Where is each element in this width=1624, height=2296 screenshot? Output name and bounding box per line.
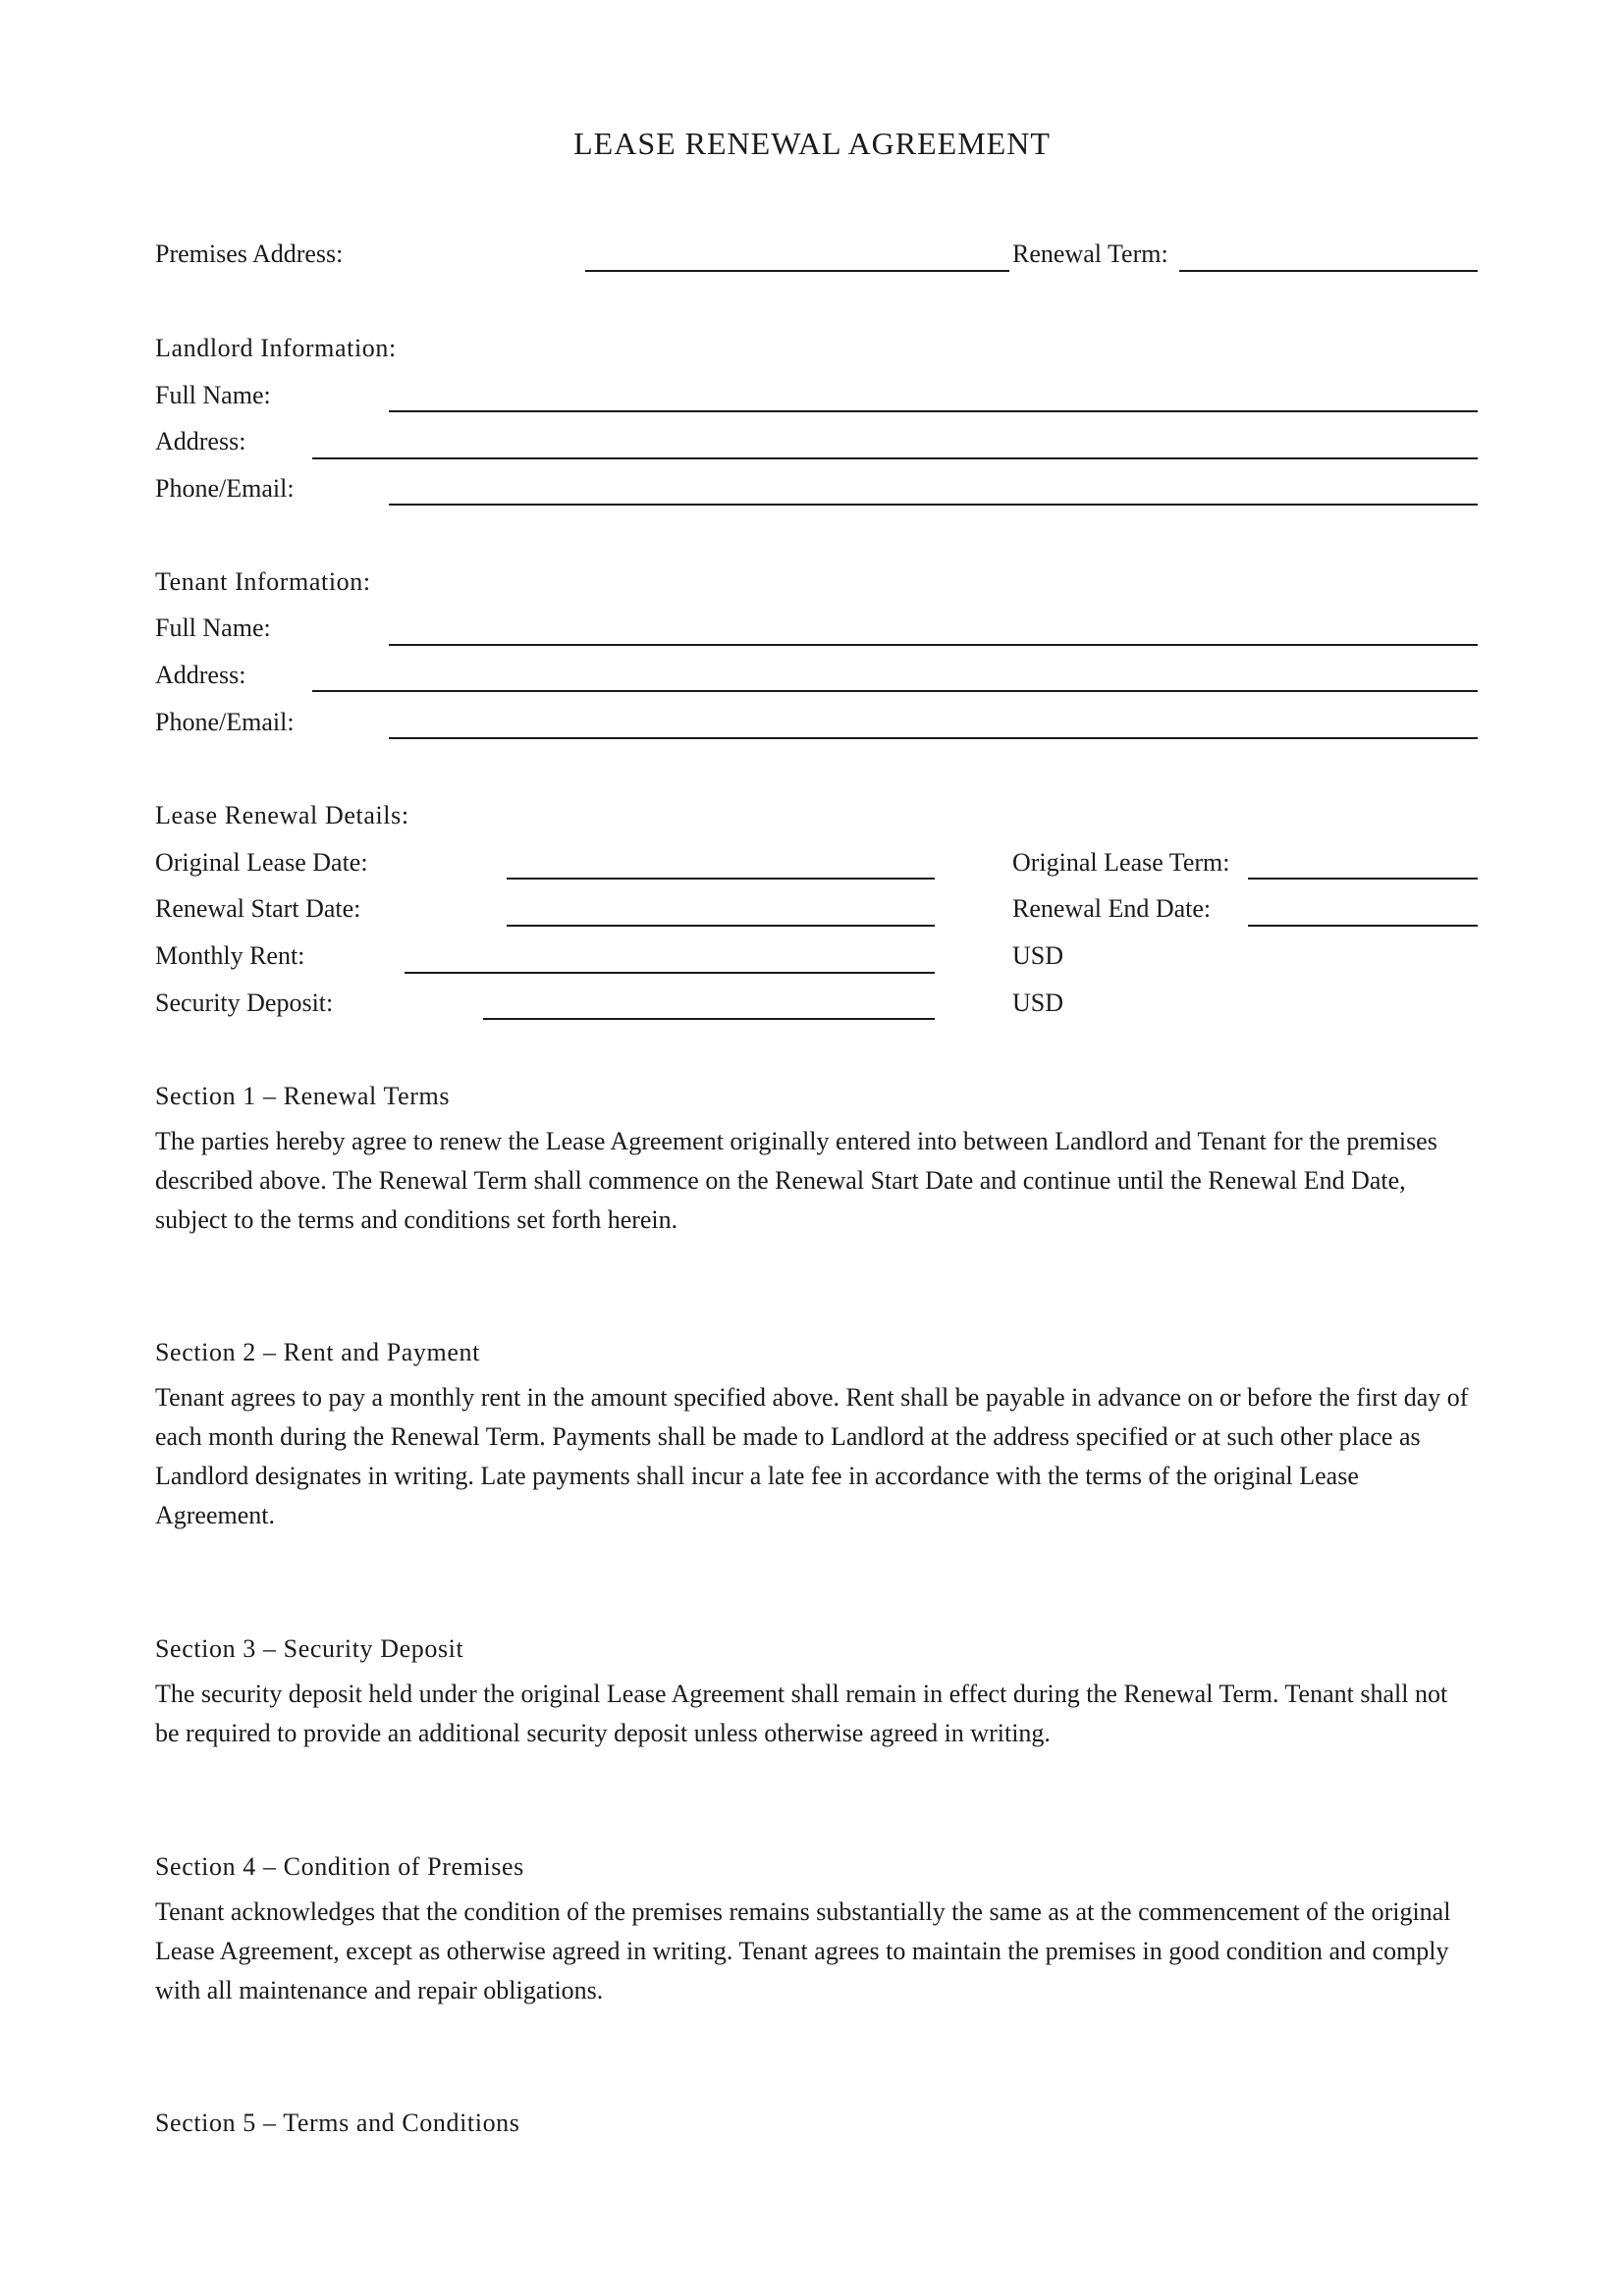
landlord-heading: Landlord Information: [155, 334, 397, 362]
section-1-body: The parties hereby agree to renew the Lease Agreement originally entered into between Landlord and Tenant for the premises described above. The Renewal Term shall commence on the Renewal Start Date and continue until the Renewal End Date, subject to the terms and conditions set forth herein. [155, 1127, 1437, 1234]
premises-address-field[interactable] [585, 270, 1009, 272]
tenant-full-name-field[interactable] [389, 644, 1478, 646]
section-4-heading: Section 4 – Condition of Premises [155, 1852, 524, 1881]
landlord-phone-email-label: Phone/Email: [155, 474, 295, 503]
tenant-address-field[interactable] [312, 690, 1478, 692]
original-lease-term-field[interactable] [1248, 878, 1478, 880]
original-lease-date-label: Original Lease Date: [155, 848, 368, 877]
original-lease-date-field[interactable] [507, 878, 935, 880]
security-deposit-field[interactable] [483, 1018, 935, 1020]
renewal-term-label: Renewal Term: [1012, 240, 1168, 268]
renewal-end-date-label: Renewal End Date: [1012, 894, 1212, 923]
monthly-rent-currency: USD [1012, 941, 1064, 970]
landlord-address-field[interactable] [312, 457, 1478, 459]
tenant-phone-email-field[interactable] [389, 737, 1478, 739]
renewal-start-date-field[interactable] [507, 925, 935, 927]
premises-address-label: Premises Address: [155, 240, 344, 268]
section-3-heading: Section 3 – Security Deposit [155, 1634, 464, 1663]
section-3-body: The security deposit held under the original Lease Agreement shall remain in effect during the Renewal Term. Tenant shall not be required to provide an additional security deposit unless otherwise agreed in writing. [155, 1680, 1448, 1747]
tenant-heading: Tenant Information: [155, 567, 371, 596]
security-deposit-label: Security Deposit: [155, 988, 334, 1017]
tenant-phone-email-label: Phone/Email: [155, 708, 295, 736]
landlord-address-label: Address: [155, 427, 246, 455]
section-5-heading: Section 5 – Terms and Conditions [155, 2109, 520, 2137]
landlord-full-name-label: Full Name: [155, 381, 271, 409]
landlord-full-name-field[interactable] [389, 410, 1478, 412]
section-1-heading: Section 1 – Renewal Terms [155, 1082, 451, 1110]
renewal-details-heading: Lease Renewal Details: [155, 801, 409, 829]
tenant-full-name-label: Full Name: [155, 614, 271, 642]
monthly-rent-field[interactable] [405, 972, 935, 974]
section-4-body: Tenant acknowledges that the condition of the premises remains substantially the same as at the commencement of the original Lease Agreement, except as otherwise agreed in writing. Tenant agrees to maintain the premises in good condition and comply with all maintenance and repair obligations. [155, 1897, 1451, 2004]
document-title: LEASE RENEWAL AGREEMENT [573, 126, 1051, 161]
original-lease-term-label: Original Lease Term: [1012, 848, 1230, 877]
renewal-start-date-label: Renewal Start Date: [155, 894, 361, 923]
tenant-address-label: Address: [155, 661, 246, 689]
landlord-phone-email-field[interactable] [389, 504, 1478, 506]
section-2-body: Tenant agrees to pay a monthly rent in the amount specified above. Rent shall be payable in advance on or before the first day of each month during the Renewal Term. Payments shall be made to Landlord at the address specified or at such other place as Landlord designates in writing. Late payments shall incur a late fee in accordance with the terms of the original Lease Agreement. [155, 1383, 1469, 1529]
monthly-rent-label: Monthly Rent: [155, 941, 305, 970]
renewal-term-field[interactable] [1179, 270, 1478, 272]
renewal-end-date-field[interactable] [1248, 925, 1478, 927]
security-deposit-currency: USD [1012, 988, 1064, 1017]
section-2-heading: Section 2 – Rent and Payment [155, 1338, 480, 1366]
